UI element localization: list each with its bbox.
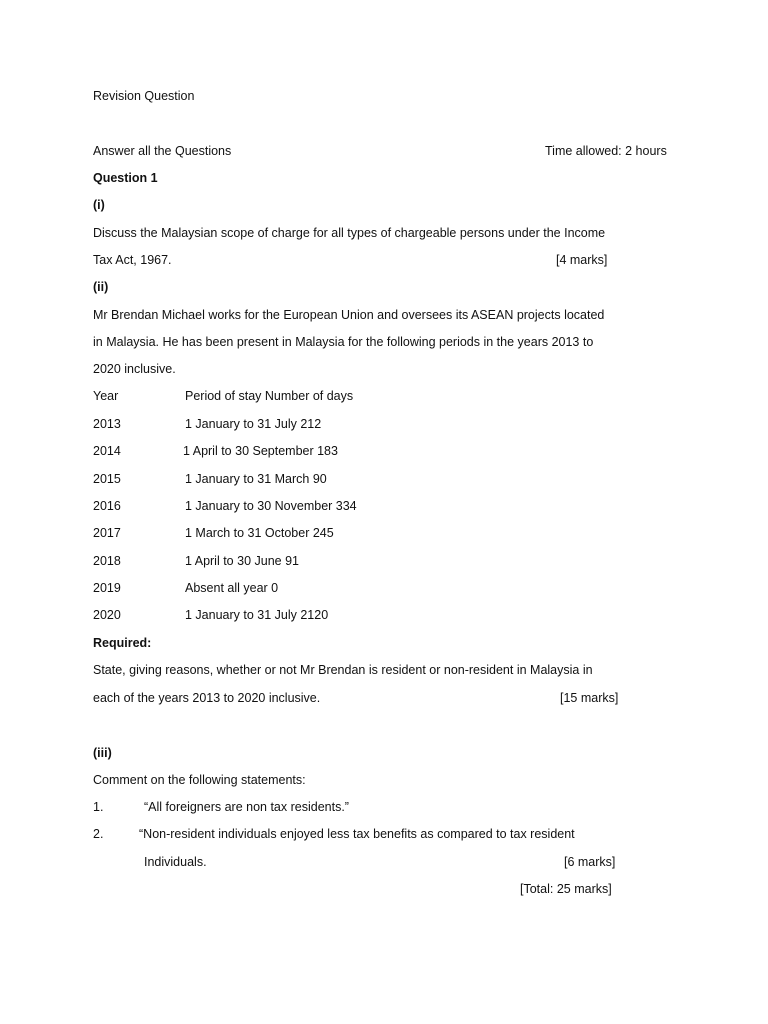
question-heading: Question 1 — [93, 171, 158, 185]
list-item-continuation: Individuals. — [144, 855, 207, 869]
part-iii-label: (iii) — [93, 746, 112, 760]
part-iii-intro: Comment on the following statements: — [93, 773, 306, 787]
required-label: Required: — [93, 636, 152, 650]
part-ii-text-line1: Mr Brendan Michael works for the European Union and oversees its ASEAN projects located — [93, 308, 605, 322]
time-allowed: Time allowed: 2 hours — [545, 144, 667, 158]
table-header-year: Year — [93, 389, 119, 403]
part-i-label: (i) — [93, 198, 105, 212]
row-year: 2017 — [93, 526, 121, 540]
row-year: 2015 — [93, 472, 121, 486]
part-ii-marks: [15 marks] — [560, 691, 619, 705]
row-year: 2014 — [93, 444, 121, 458]
row-period: 1 January to 31 March 90 — [185, 472, 327, 486]
part-iii-marks: [6 marks] — [564, 855, 616, 869]
row-period: 1 January to 31 July 2120 — [185, 608, 329, 622]
instructions-text: Answer all the Questions — [93, 144, 232, 158]
total-marks: [Total: 25 marks] — [520, 882, 612, 896]
required-text-line2: each of the years 2013 to 2020 inclusive. — [93, 691, 321, 705]
row-period: 1 April to 30 June 91 — [185, 554, 299, 568]
part-i-text-line2: Tax Act, 1967. — [93, 253, 172, 267]
row-year: 2013 — [93, 417, 121, 431]
document-title: Revision Question — [93, 89, 195, 103]
part-ii-text-line2: in Malaysia. He has been present in Malaysia for the following periods in the years 2013 to — [93, 335, 594, 349]
part-ii-label: (ii) — [93, 280, 109, 294]
row-period: Absent all year 0 — [185, 581, 279, 595]
part-ii-text-line3: 2020 inclusive. — [93, 362, 176, 376]
row-year: 2018 — [93, 554, 121, 568]
required-text-line1: State, giving reasons, whether or not Mr Brendan is resident or non-resident in Malaysia in — [93, 663, 593, 677]
row-year: 2019 — [93, 581, 121, 595]
list-item-number: 1. — [93, 800, 104, 814]
part-i-text-line1: Discuss the Malaysian scope of charge for all types of chargeable persons under the Income — [93, 226, 606, 240]
list-item-number: 2. — [93, 827, 104, 841]
table-header-period: Period of stay Number of days — [185, 389, 354, 403]
list-item-text: “All foreigners are non tax residents.” — [144, 800, 349, 814]
row-year: 2020 — [93, 608, 121, 622]
row-period: 1 March to 31 October 245 — [185, 526, 334, 540]
row-period: 1 April to 30 September 183 — [183, 444, 338, 458]
row-year: 2016 — [93, 499, 121, 513]
list-item-text: “Non-resident individuals enjoyed less tax benefits as compared to tax resident — [139, 827, 575, 841]
row-period: 1 January to 30 November 334 — [185, 499, 357, 513]
row-period: 1 January to 31 July 212 — [185, 417, 322, 431]
part-i-marks: [4 marks] — [556, 253, 608, 267]
